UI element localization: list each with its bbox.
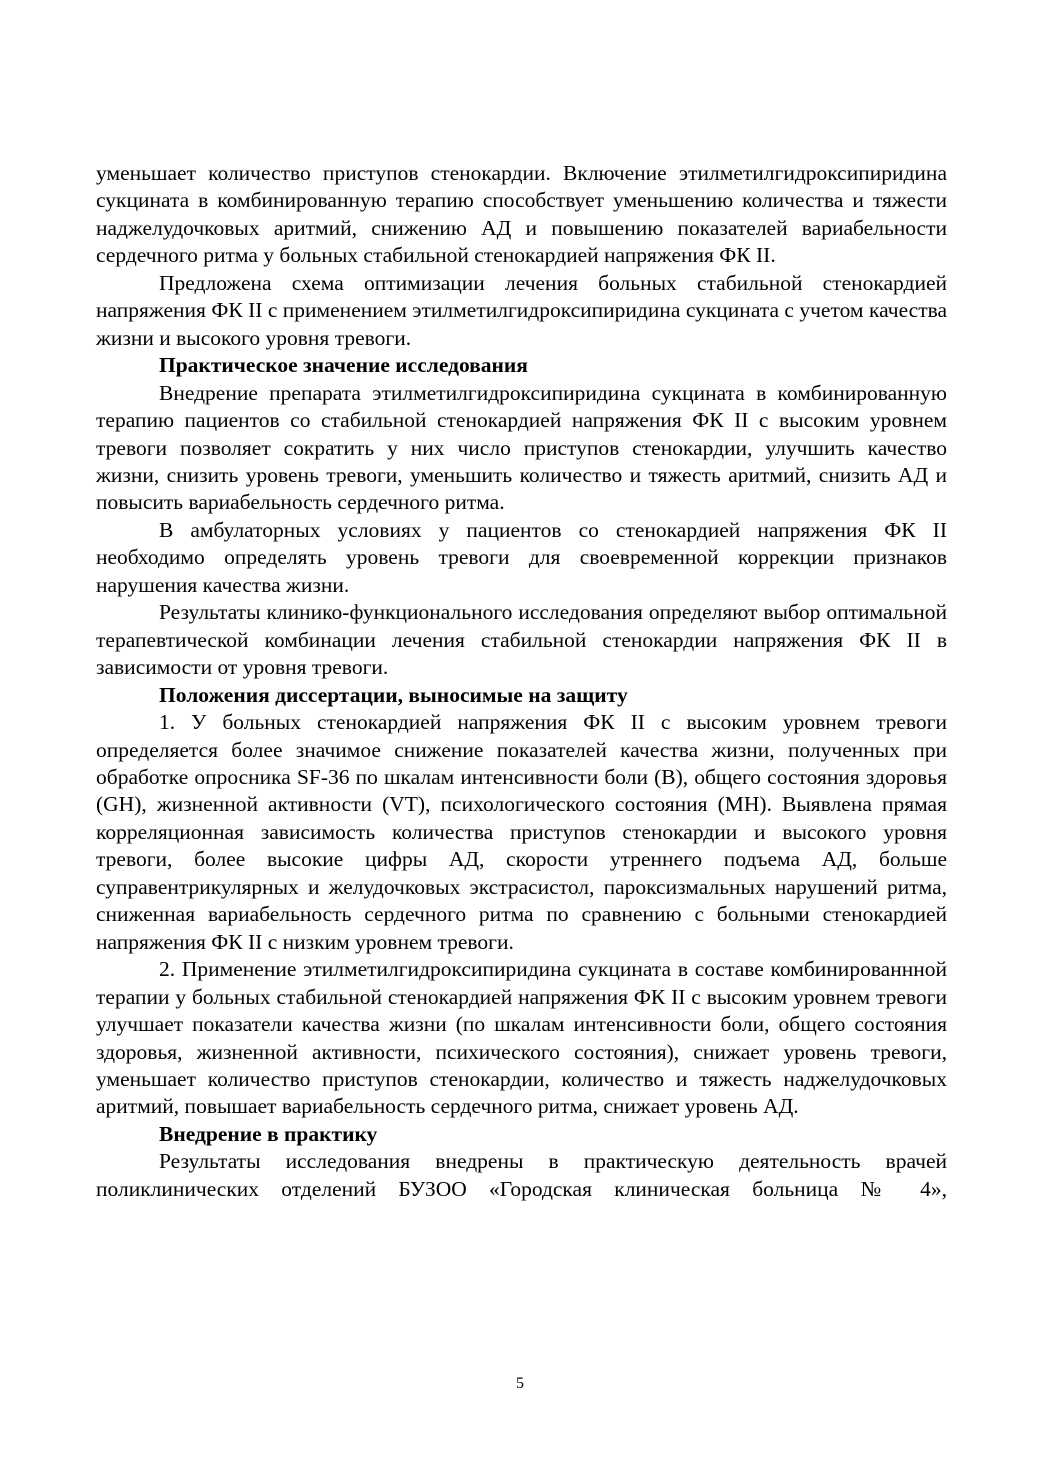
paragraph-drug-introduction: Внедрение препарата этилметилгидроксипиридина сукцината в комбинированную терапию пациентов со стабильной стенокардией напряжения ФК II с высоким уровнем тревоги позволяет сократить у них число приступов стенокардии, улучшить качество жизни, снизить уровень тревоги, уменьшить количество и тяжесть аритмий, снизить АД и повысить вариабельность сердечного ритма. [96,380,947,515]
paragraph-optimization-scheme: Предложена схема оптимизации лечения больных стабильной стенокардией напряжения ФК II с применением этилметилгидроксипиридина сукцината с учетом качества жизни и высокого уровня тревоги. [96,270,947,350]
paragraph-provision-2: 2. Применение этилметилгидроксипиридина сукцината в составе комбинированнной терапии у больных стабильной стенокардией напряжения ФК II с высоким уровнем тревоги улучшает показатели качества жизни (по шкалам интенсивности боли, общего состояния здоровья, жизненной активности, психического состояния), снижает уровень тревоги, уменьшает количество приступов стенокардии, количество и тяжесть наджелудочковых аритмий, повышает вариабельность сердечного ритма, снижает уровень АД. [96,957,947,1119]
paragraph-continuation: уменьшает количество приступов стенокардии. Включение этилметилгидроксипиридина сукцината в комбинированную терапию способствует уменьшению количества и тяжести наджелудочковых аритмий, снижению АД и повышению показателей вариабельности сердечного ритма у больных стабильной стенокардией напряжения ФК II. [96,161,947,268]
paragraph-study-results: Результаты клинико-функционального исследования определяют выбор оптимальной терапевтической комбинации лечения стабильной стенокардии напряжения ФК II в зависимости от уровня тревоги. [96,600,947,680]
paragraph-outpatient-conditions: В амбулаторных условиях у пациентов со стенокардией напряжения ФК II необходимо определять уровень тревоги для своевременной коррекции признаков нарушения качества жизни. [96,517,947,597]
page-number: 5 [516,1375,524,1392]
heading-implementation: Внедрение в практику [159,1121,378,1146]
paragraph-implementation: Результаты исследования внедрены в практическую деятельность врачей поликлинических отделений БУЗОО «Городская клиническая больница № 4», [96,1149,947,1201]
paragraph-provision-1: 1. У больных стенокардией напряжения ФК II с высоким уровнем тревоги определяется более значимое снижение показателей качества жизни, полученных при обработке опросника SF-36 по шкалам интенсивности боли (В), общего состояния здоровья (GH), жизненной активности (VT), психологического состояния (MH). Выявлена прямая корреляционная зависимость количества приступов стенокардии и высокого уровня тревоги, более высокие цифры АД, скорости утреннего подъема АД, больше суправентрикулярных и желудочковых экстрасистол, пароксизмальных нарушений ритма, сниженная вариабельность сердечного ритма по сравнению с больными стенокардией напряжения ФК II с низким уровнем тревоги. [96,710,947,954]
heading-practical-significance: Практическое значение исследования [159,353,528,378]
document-body [96,160,947,1203]
heading-defense-provisions: Положения диссертации, выносимые на защиту [159,682,628,707]
